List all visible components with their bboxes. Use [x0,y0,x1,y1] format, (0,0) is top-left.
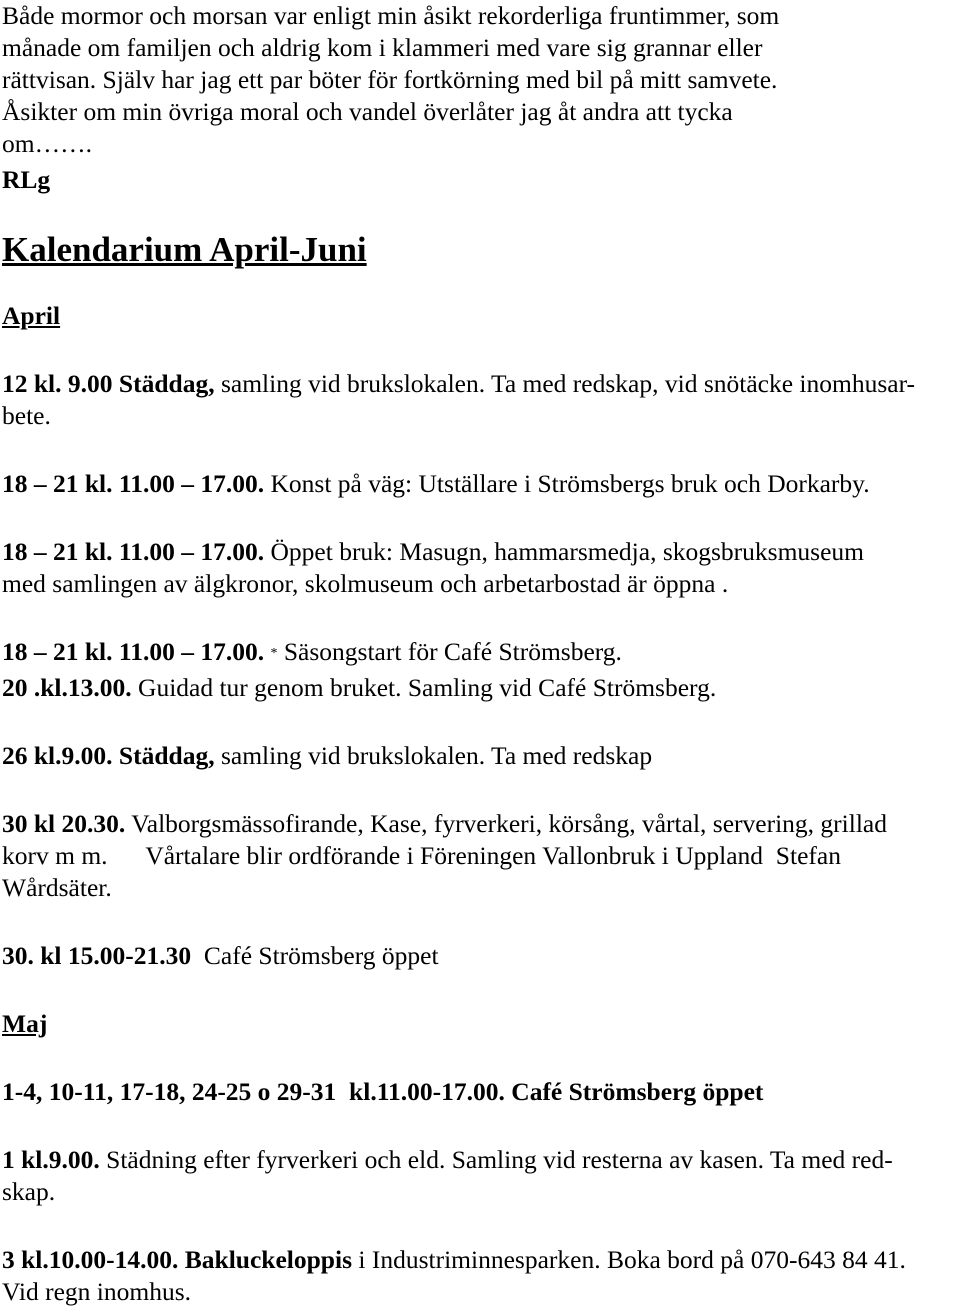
event-date: 1 kl.9.00. [2,1145,100,1174]
event-date: 18 – 21 kl. 11.00 – 17.00. [2,537,265,566]
event-text: i Industriminnesparken. Boka bord på 070-643 84 41. [352,1245,906,1274]
event-line: bete. [2,401,51,430]
intro-line: om……. [2,129,92,158]
intro-paragraph [2,0,950,196]
event-date: 18 – 21 kl. 11.00 – 17.00. [2,469,265,498]
event-line [2,940,950,972]
event-text: Valborgsmässofirande, Kase, fyrverkeri, körsång, vårtal, servering, grillad [125,809,887,838]
event-highlight: Städdag, [118,741,215,770]
event-line: med samlingen av älgkronor, skolmuseum och arbetarbostad är öppna . [2,569,729,598]
event-line: skap. [2,1177,56,1206]
event-line [2,808,950,840]
calendar-event [2,1076,950,1108]
event-line [2,1144,950,1176]
event-text: Säsongstart för Café Strömsberg. [277,637,622,666]
event-text: Guidad tur genom bruket. Samling vid Café Strömsberg. [131,673,717,702]
event-date: 20 .kl.13.00. [2,673,132,702]
calendar-event [2,468,950,500]
event-text: Städning efter fyrverkeri och eld. Samling vid resterna av kasen. Ta med red- [99,1145,893,1174]
event-line: Vid regn inomhus. [2,1277,191,1306]
event-date: 18 – 21 kl. 11.00 – 17.00. [2,637,265,666]
event-date: 30 kl 20.30. [2,809,126,838]
calendar-event [2,740,950,772]
event-date: 12 kl. 9.00 [2,369,113,398]
event-text: samling vid brukslokalen. Ta med redskap [214,741,653,770]
event-text: Konst på väg: Utställare i Strömsbergs bruk och Dorkarby. [264,469,870,498]
event-text: Öppet bruk: Masugn, hammarsmedja, skogsbruksmuseum [264,537,865,566]
asterisk-marker: * [270,646,278,661]
event-line [2,536,950,568]
calendar-event [2,808,950,904]
event-date: 26 kl.9.00. [2,741,113,770]
event-line [2,636,950,670]
calendar-event [2,672,950,704]
event-line [2,468,950,500]
event-line [2,1244,950,1276]
event-line [2,740,950,772]
intro-line: Både mormor och morsan var enligt min åsikt rekorderliga fruntimmer, som [2,1,780,30]
calendar-event [2,1244,950,1308]
calendar-title: Kalendarium April-Juni [2,230,367,269]
calendar-event [2,536,950,600]
event-highlight: Bakluckeloppis [178,1245,352,1274]
intro-line: Åsikter om min övriga moral och vandel överlåter jag åt andra att tycka [2,97,733,126]
calendar-event [2,1144,950,1208]
intro-line: månade om familjen och aldrig kom i klammeri med vare sig grannar eller [2,33,763,62]
intro-line: rättvisan. Själv har jag ett par böter för fortkörning med bil på mitt samvete. [2,65,778,94]
event-line: 1-4, 10-11, 17-18, 24-25 o 29-31 kl.11.00-17.00. Café Strömsberg öppet [2,1077,764,1106]
event-date: 3 kl.10.00-14.00. [2,1245,179,1274]
calendar-event [2,636,950,670]
event-line [2,672,950,704]
author-signature: RLg [2,165,51,194]
calendar-event [2,368,950,432]
month-heading-maj: Maj [2,1009,48,1038]
calendar-event [2,940,950,972]
event-highlight: Städdag, [118,369,215,398]
event-line: korv m m. Vårtalare blir ordförande i Föreningen Vallonbruk i Uppland Stefan [2,841,841,870]
month-heading-april: April [2,301,61,330]
event-line: Wårdsäter. [2,873,112,902]
event-text: samling vid brukslokalen. Ta med redskap, vid snötäcke inomhusar- [214,369,916,398]
event-date: 30. kl 15.00-21.30 [2,941,192,970]
event-text: Café Strömsberg öppet [191,941,439,970]
event-line [2,368,950,400]
